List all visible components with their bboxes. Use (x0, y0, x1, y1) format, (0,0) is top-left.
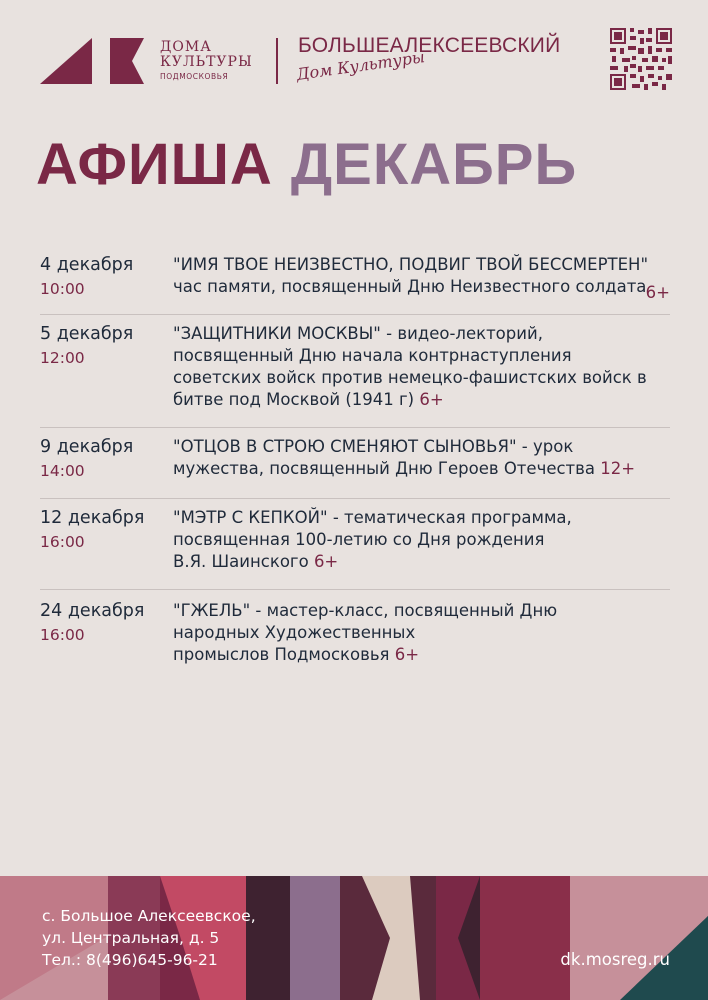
logo-line-podmoskovya: ПОДМОСКОВЬЯ (160, 72, 229, 81)
event-text: час памяти, посвященный Дню Неизвестного солдата (173, 277, 647, 296)
header-divider (276, 38, 278, 84)
event-date-column (40, 600, 173, 680)
event-date: 12 декабря (40, 508, 145, 528)
house-script: Дом Культуры (295, 47, 426, 84)
header (0, 0, 708, 110)
page-title (36, 132, 578, 197)
event-time: 12:00 (40, 349, 85, 367)
age-rating: 6+ (394, 645, 420, 664)
address-block (42, 905, 256, 971)
event-title: "ИМЯ ТВОЕ НЕИЗВЕСТНО, ПОДВИГ ТВОЙ БЕССМЕРТЕН" (173, 255, 649, 274)
event-row (40, 315, 670, 428)
events-list (40, 248, 670, 680)
address-line: ул. Центральная, д. 5 (42, 929, 220, 947)
event-description (173, 323, 670, 427)
logo-text (160, 40, 253, 81)
event-text: - видео-лекторий, посвященный Дню начала контрнаступления советских войск против немецко-фашистских войск в битве под Москвой (1941 г) (173, 324, 647, 409)
event-date-column (40, 323, 173, 427)
event-row (40, 248, 670, 315)
event-text: - мастер-класс, посвященный Дню народных Художественных промыслов Подмосковья (173, 601, 558, 664)
age-rating: 6+ (645, 283, 670, 302)
house-name: БОЛЬШЕАЛЕКСЕЕВСКИЙ (298, 34, 561, 57)
event-description (173, 600, 670, 680)
event-description (173, 436, 670, 498)
event-time: 14:00 (40, 462, 85, 480)
age-rating: 6+ (419, 390, 444, 409)
event-time: 10:00 (40, 280, 85, 298)
qr-code-icon[interactable] (610, 28, 672, 90)
event-row (40, 499, 670, 590)
event-description (173, 254, 670, 314)
event-time: 16:00 (40, 533, 85, 551)
event-date: 4 декабря (40, 255, 134, 275)
event-row (40, 428, 670, 499)
event-title: "МЭТР С КЕПКОЙ" (173, 508, 328, 527)
logo-line-doma: ДОМА (160, 39, 212, 55)
phone-line[interactable]: Тел.: 8(496)645-96-21 (42, 951, 218, 969)
logo-line-kultury: КУЛЬТУРЫ (160, 54, 253, 70)
event-description (173, 507, 670, 589)
address-line: с. Большое Алексеевское, (42, 907, 256, 925)
title-afisha: АФИША (36, 132, 273, 197)
event-time: 16:00 (40, 626, 85, 644)
event-date-column (40, 507, 173, 589)
age-rating: 12+ (600, 459, 636, 478)
event-date: 5 декабря (40, 324, 134, 344)
event-text: - урок мужества, посвященный Дню Героев Отечества (173, 437, 595, 478)
event-date-column (40, 436, 173, 498)
event-title: "ЗАЩИТНИКИ МОСКВЫ" (173, 324, 381, 343)
event-text: - тематическая программа, посвященная 100-летию со Дня рождения В.Я. Шаинского (173, 508, 572, 571)
event-title: "ГЖЕЛЬ" (173, 601, 251, 620)
age-rating: 6+ (313, 552, 339, 571)
event-date-column (40, 254, 173, 314)
event-date: 24 декабря (40, 601, 145, 621)
event-row (40, 590, 670, 680)
website-link[interactable]: dk.mosreg.ru (560, 950, 670, 969)
title-month: ДЕКАБРЬ (290, 132, 578, 197)
dk-logo-icon (40, 38, 146, 84)
event-date: 9 декабря (40, 437, 134, 457)
event-title: "ОТЦОВ В СТРОЮ СМЕНЯЮТ СЫНОВЬЯ" (173, 437, 517, 456)
